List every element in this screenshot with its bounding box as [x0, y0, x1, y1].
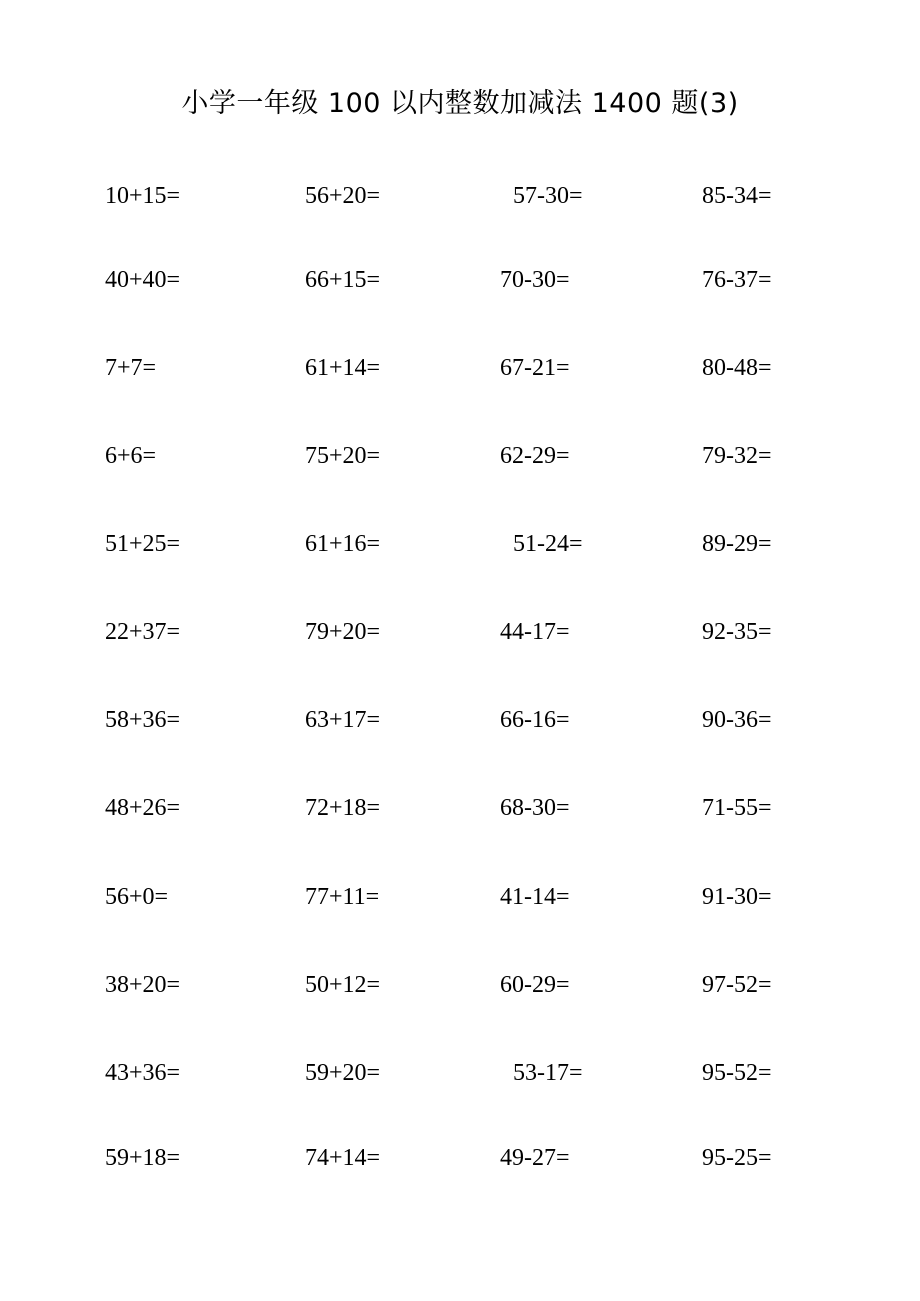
problem: 89-29=	[702, 531, 772, 557]
problem: 95-25=	[702, 1145, 772, 1171]
problem: 66+15=	[305, 267, 381, 293]
problem: 38+20=	[105, 972, 181, 998]
problem: 68-30=	[500, 795, 570, 821]
problem: 6+6=	[105, 443, 157, 469]
problem: 53-17=	[513, 1060, 583, 1086]
problem: 49-27=	[500, 1145, 570, 1171]
problem: 44-17=	[500, 619, 570, 645]
problem: 71-55=	[702, 795, 772, 821]
problem: 43+36=	[105, 1060, 181, 1086]
problem: 91-30=	[702, 884, 772, 910]
problem: 48+26=	[105, 795, 181, 821]
problem: 41-14=	[500, 884, 570, 910]
problem: 95-52=	[702, 1060, 772, 1086]
problem: 67-21=	[500, 355, 570, 381]
problem: 58+36=	[105, 707, 181, 733]
problem: 62-29=	[500, 443, 570, 469]
problem: 79+20=	[305, 619, 381, 645]
problem: 7+7=	[105, 355, 157, 381]
problem: 60-29=	[500, 972, 570, 998]
problem: 50+12=	[305, 972, 381, 998]
problem: 66-16=	[500, 707, 570, 733]
problem: 51-24=	[513, 531, 583, 557]
problem: 22+37=	[105, 619, 181, 645]
problem: 40+40=	[105, 267, 181, 293]
problem: 74+14=	[305, 1145, 381, 1171]
problem: 77+11=	[305, 884, 380, 910]
problem: 59+20=	[305, 1060, 381, 1086]
problem: 85-34=	[702, 183, 772, 209]
page-title: 小学一年级 100 以内整数加减法 1400 题(3)	[181, 88, 739, 119]
problem: 92-35=	[702, 619, 772, 645]
problem: 63+17=	[305, 707, 381, 733]
problem: 97-52=	[702, 972, 772, 998]
problem: 80-48=	[702, 355, 772, 381]
problem: 90-36=	[702, 707, 772, 733]
problem: 59+18=	[105, 1145, 181, 1171]
problem: 72+18=	[305, 795, 381, 821]
problem: 56+20=	[305, 183, 381, 209]
problem: 70-30=	[500, 267, 570, 293]
problem: 51+25=	[105, 531, 181, 557]
problem: 61+14=	[305, 355, 381, 381]
problem: 79-32=	[702, 443, 772, 469]
problem: 10+15=	[105, 183, 181, 209]
problem: 75+20=	[305, 443, 381, 469]
problem: 61+16=	[305, 531, 381, 557]
problem: 76-37=	[702, 267, 772, 293]
problem: 57-30=	[513, 183, 583, 209]
problem: 56+0=	[105, 884, 169, 910]
